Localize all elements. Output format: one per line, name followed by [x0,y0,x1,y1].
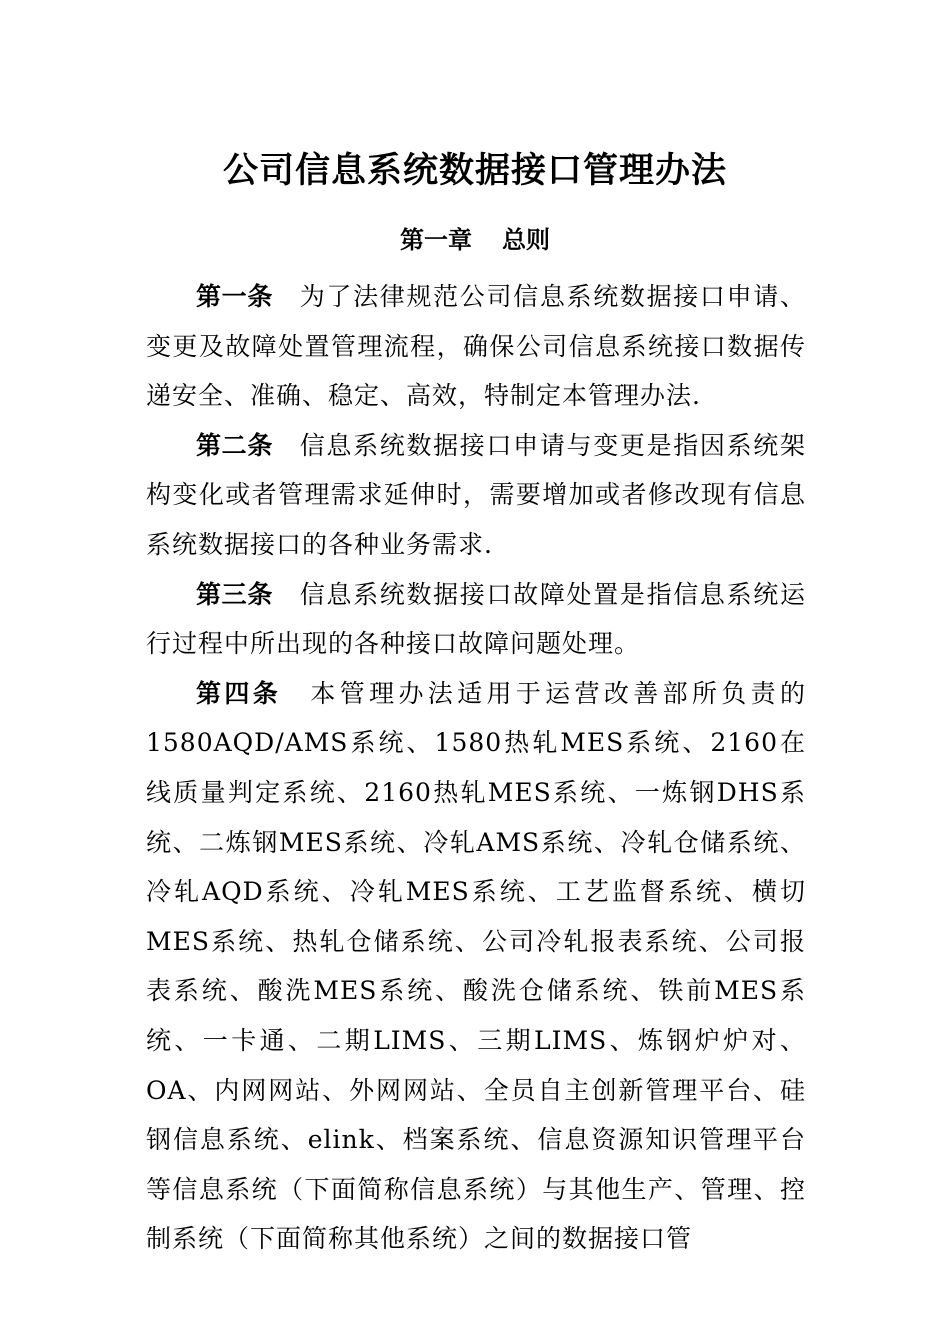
article-paragraph [146,272,806,421]
chapter-heading [0,222,950,258]
article-label: 第四条 [196,678,282,708]
article-label: 第三条 [196,579,274,609]
article-label: 第一条 [196,282,274,311]
article-label: 第二条 [196,430,274,460]
document-body [146,272,806,1264]
document-title: 公司信息系统数据接口管理办法 [222,151,727,191]
chapter-name: 总则 [502,226,550,254]
article-text: 信息系统数据接口故障处置是指信息系统运行过程中所出现的各种接口故障问题处理。 [146,579,806,659]
article-paragraph [146,669,806,1264]
article-text: 信息系统数据接口申请与变更是指因系统架构变化或者管理需求延伸时，需要增加或者修改现有信息系统数据接口的各种业务需求. [146,430,806,559]
article-paragraph [146,421,806,570]
chapter-number: 第一章 [400,226,472,254]
article-paragraph [146,570,806,669]
article-text: 本管理办法适用于运营改善部所负责的1580AQD/AMS系统、1580热轧MES系统、2160在线质量判定系统、2160热轧MES系统、一炼钢DHS系统、二炼钢MES系统、冷轧AMS系统、冷轧仓储系统、冷轧AQD系统、冷轧MES系统、工艺监督系统、横切MES系统、热轧仓储系统、公司冷轧报表系统、公司报表系统、酸洗MES系统、酸洗仓储系统、铁前MES系统、一卡通、二期LIMS、三期LIMS、炼钢炉炉对、OA、内网网站、外网网站、全员自主创新管理平台、硅钢信息系统、elink、档案系统、信息资源知识管理平台等信息系统（下面简称信息系统）与其他生产、管理、控制系统（下面简称其他系统）之间的数据接口管 [146,678,806,1254]
article-text: 为了法律规范公司信息系统数据接口申请、变更及故障处置管理流程，确保公司信息系统接口数据传递安全、准确、稳定、高效，特制定本管理办法. [146,282,806,411]
